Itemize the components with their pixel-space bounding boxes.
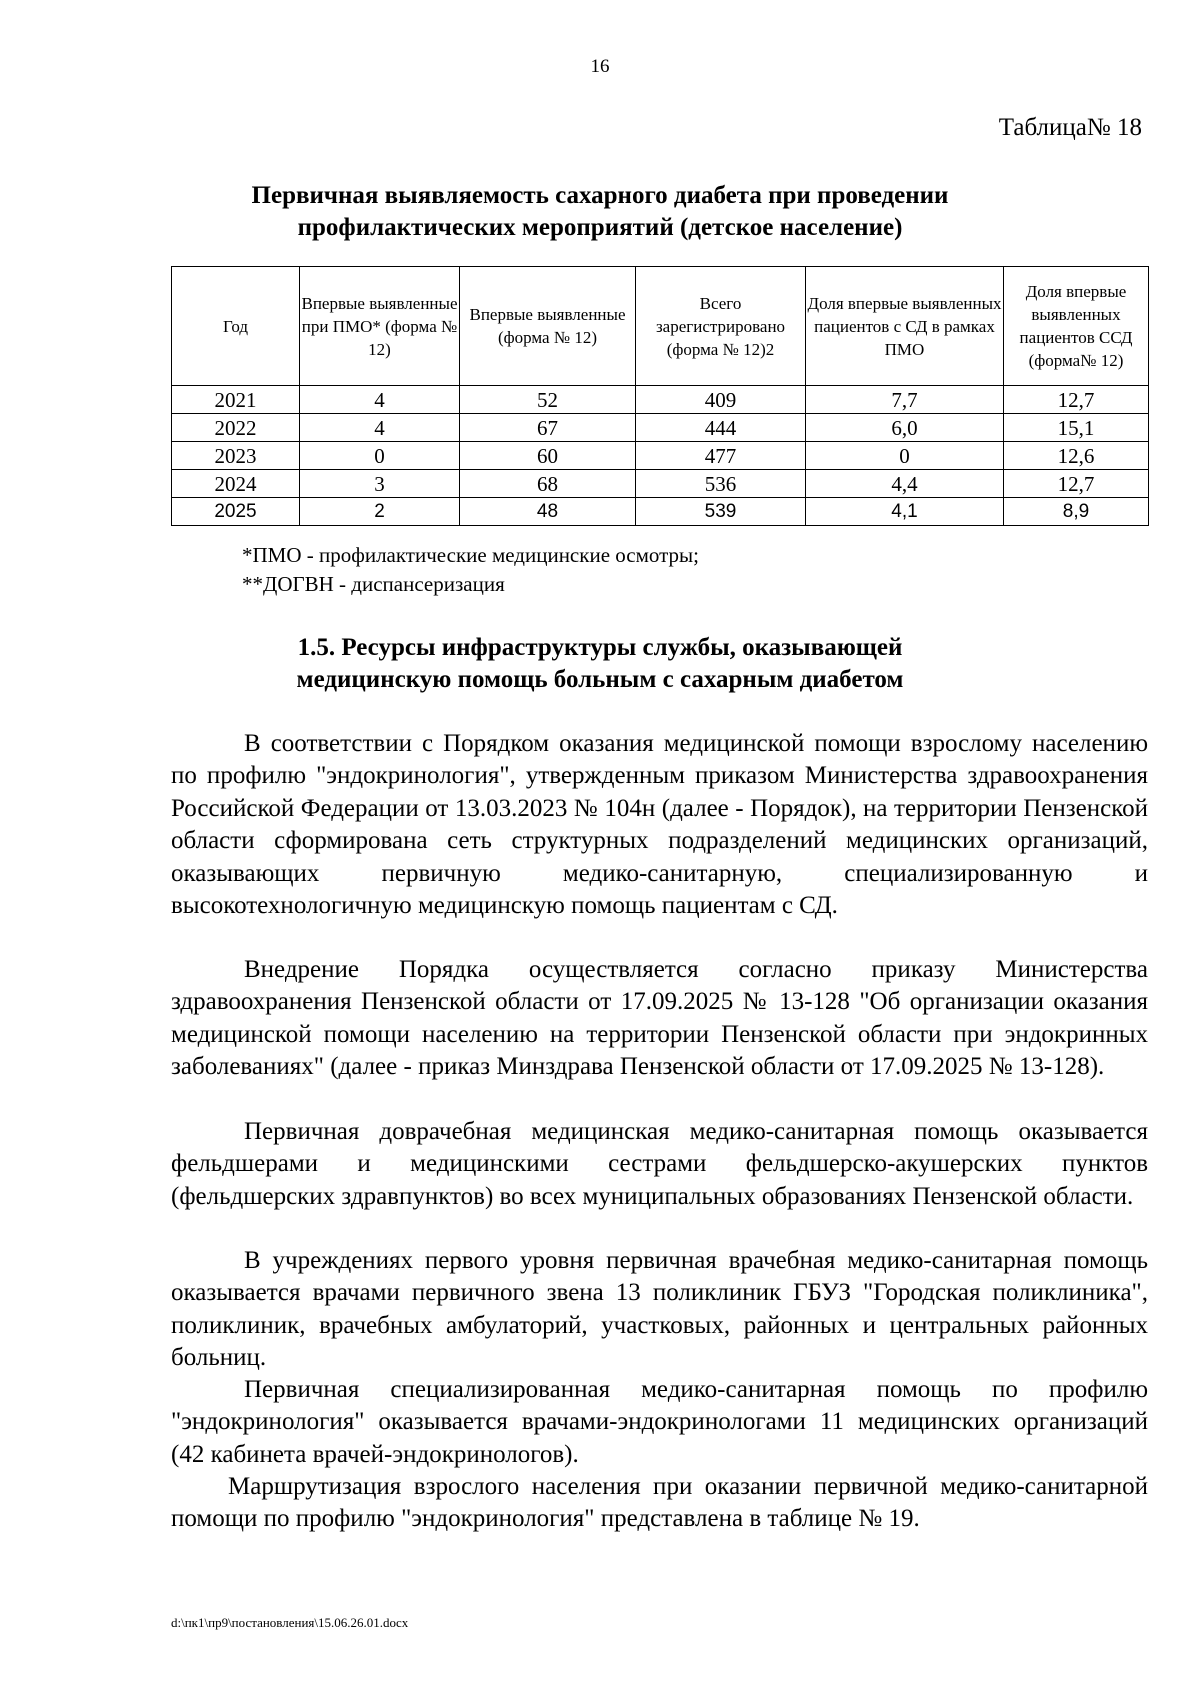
table-cell: 15,1 [1004, 414, 1149, 442]
table-row [172, 414, 1149, 442]
table-cell: 6,0 [806, 414, 1004, 442]
table-cell: 12,6 [1004, 442, 1149, 470]
paragraph-text: Внедрение Порядка осуществляется согласно приказу Министерства здравоохранения Пензенской области от 17.09.2025 № 13-128 "Об организации оказания медицинской помощи населению на территории Пензенской области при эндокринных заболеваниях" (далее - приказ Минздрава Пензенской области от 17.09.2025 № 13-128). [171, 956, 1148, 1081]
table-cell: 444 [636, 414, 806, 442]
table-cell: 4,1 [806, 498, 1004, 526]
paragraph-text: В соответствии с Порядком оказания медицинской помощи взрослому населению по профилю "эндокринология", утвержденным приказом Министерства здравоохранения Российской Федерации от 13.03.2023 № 104н (далее - Порядок), на территории Пензенской области сформирована сеть структурных подразделений медицинских организаций, оказывающих первичную медико-санитарную, специализированную и высокотехнологичную медицинскую помощь пациентам с СД. [171, 730, 1148, 920]
table-cell: 409 [636, 386, 806, 414]
body-paragraph [171, 1374, 1148, 1471]
header-detected: Впервые выявленные (форма № 12) [460, 267, 636, 386]
table-cell: 2 [300, 498, 460, 526]
data-table [171, 266, 1149, 526]
table-title-line: Первичная выявляемость сахарного диабета при проведении [251, 182, 949, 209]
header-detected-pmo: Впервые выявленные при ПМО* (форма № 12) [300, 267, 460, 386]
header-year: Год [172, 267, 300, 386]
table-cell: 477 [636, 442, 806, 470]
table-cell: 60 [460, 442, 636, 470]
table-cell: 68 [460, 470, 636, 498]
table-cell: 539 [636, 498, 806, 526]
table-cell: 2021 [172, 386, 300, 414]
table-cell: 4 [300, 414, 460, 442]
file-path-footer: d:\пк1\пр9\постановления\15.06.26.01.docx [171, 1615, 409, 1630]
section-heading [0, 632, 1200, 696]
body-paragraph [171, 728, 1148, 922]
table-row [172, 498, 1149, 526]
paragraph-text: Первичная специализированная медико-санитарная помощь по профилю "эндокринология" оказывается врачами-эндокринологами 11 медицинских организаций (42 кабинета врачей-эндокринологов). [171, 1376, 1148, 1468]
body-paragraph [171, 1116, 1148, 1213]
paragraph-text: Маршрутизация взрослого населения при оказании первичной медико-санитарной помощи по профилю "эндокринология" представлена в таблице № 19. [171, 1473, 1148, 1533]
table-cell: 7,7 [806, 386, 1004, 414]
table-cell: 3 [300, 470, 460, 498]
header-share-pmo: Доля впервые выявленных пациентов с СД в рамках ПМО [806, 267, 1004, 386]
footnote: *ПМО - профилактические медицинские осмотры; [242, 543, 699, 567]
paragraph-text: В учреждениях первого уровня первичная врачебная медико-санитарная помощь оказывается врачами первичного звена 13 поликлиник ГБУЗ "Городская поликлиника", поликлиник, врачебных амбулаторий, участковых, районных и центральных районных больниц. [171, 1247, 1148, 1372]
table-title [0, 180, 1200, 244]
body-paragraph [171, 1245, 1148, 1375]
table-cell: 2023 [172, 442, 300, 470]
table-cell: 52 [460, 386, 636, 414]
table-cell: 536 [636, 470, 806, 498]
table-cell: 2022 [172, 414, 300, 442]
body-paragraph [171, 954, 1148, 1084]
table-cell: 2024 [172, 470, 300, 498]
table-row [172, 386, 1149, 414]
header-total-registered: Всего зарегистрировано (форма № 12)2 [636, 267, 806, 386]
table-cell: 4,4 [806, 470, 1004, 498]
table-cell: 48 [460, 498, 636, 526]
table-header-row [172, 267, 1149, 386]
header-share-detected: Доля впервые выявленных пациентов ССД (форма№ 12) [1004, 267, 1149, 386]
table-label: Таблица№ 18 [998, 114, 1142, 141]
table-cell: 2025 [172, 498, 300, 526]
table-cell: 67 [460, 414, 636, 442]
table-cell: 8,9 [1004, 498, 1149, 526]
table-cell: 12,7 [1004, 386, 1149, 414]
section-heading-line: 1.5. Ресурсы инфраструктуры службы, оказывающей [297, 634, 903, 661]
table-row [172, 470, 1149, 498]
page-number: 16 [590, 56, 610, 77]
table-row [172, 442, 1149, 470]
table-cell: 12,7 [1004, 470, 1149, 498]
table-title-line: профилактических мероприятий (детское население) [297, 214, 903, 241]
table-cell: 0 [300, 442, 460, 470]
section-heading-line: медицинскую помощь больным с сахарным диабетом [296, 666, 904, 693]
paragraph-text: Первичная доврачебная медицинская медико-санитарная помощь оказывается фельдшерами и медицинскими сестрами фельдшерско-акушерских пунктов (фельдшерских здравпунктов) во всех муниципальных образованиях Пензенской области. [171, 1118, 1148, 1210]
table-cell: 4 [300, 386, 460, 414]
footnote: **ДОГВН - диспансеризация [242, 572, 505, 596]
table-cell: 0 [806, 442, 1004, 470]
body-paragraph [171, 1471, 1148, 1536]
